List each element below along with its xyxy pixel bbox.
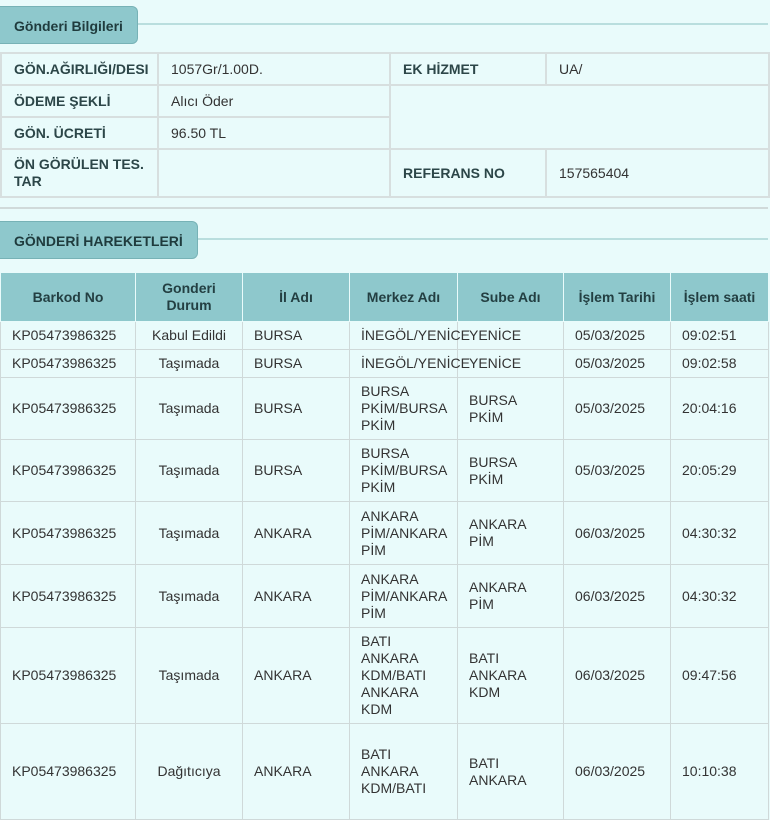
table-row (1, 322, 769, 350)
payment-value: Alıcı Öder (158, 85, 390, 117)
est-delivery-value (158, 149, 390, 197)
section-separator (0, 207, 768, 209)
table-row (1, 502, 769, 565)
center-cell: ANKARA PİM/ANKARA PİM (350, 502, 458, 565)
city-cell: BURSA (243, 378, 350, 440)
reference-value: 157565404 (546, 149, 769, 197)
est-delivery-label-line1: ÖN GÖRÜLEN TES. (14, 156, 144, 172)
status-cell: Taşımada (136, 378, 243, 440)
date-cell: 05/03/2025 (564, 322, 671, 350)
barcode-cell: KP05473986325 (1, 565, 136, 628)
time-cell: 09:02:58 (671, 350, 769, 378)
col-header-center[interactable]: Merkez Adı (350, 273, 458, 322)
reference-label: REFERANS NO (390, 149, 546, 197)
date-cell: 06/03/2025 (564, 628, 671, 724)
time-cell: 20:04:16 (671, 378, 769, 440)
empty-cell (390, 85, 769, 149)
date-cell: 06/03/2025 (564, 565, 671, 628)
est-delivery-label-line2: TAR (14, 173, 42, 189)
center-cell: BURSA PKİM/BURSA PKİM (350, 440, 458, 502)
shipment-info-header (0, 6, 768, 44)
center-cell: ANKARA PİM/ANKARA PİM (350, 565, 458, 628)
branch-cell: BATI ANKARA KDM (458, 628, 564, 724)
city-cell: ANKARA (243, 628, 350, 724)
time-cell: 10:10:38 (671, 724, 769, 820)
city-cell: BURSA (243, 440, 350, 502)
movements-table (0, 272, 769, 820)
col-header-barcode[interactable]: Barkod No (1, 273, 136, 322)
branch-cell: ANKARA PİM (458, 502, 564, 565)
center-cell: İNEGÖL/YENİCE (350, 322, 458, 350)
fee-value: 96.50 TL (158, 117, 390, 149)
city-cell: ANKARA (243, 724, 350, 820)
col-header-city[interactable]: İl Adı (243, 273, 350, 322)
date-cell: 06/03/2025 (564, 502, 671, 565)
branch-cell: BATI ANKARA (458, 724, 564, 820)
shipment-info-table (0, 52, 770, 198)
status-cell: Taşımada (136, 502, 243, 565)
table-row (1, 724, 769, 820)
time-cell: 09:47:56 (671, 628, 769, 724)
city-cell: BURSA (243, 322, 350, 350)
center-cell: BATI ANKARA KDM/BATI ANKARA KDM (350, 628, 458, 724)
time-cell: 04:30:32 (671, 565, 769, 628)
status-cell: Taşımada (136, 565, 243, 628)
status-cell: Dağıtıcıya (136, 724, 243, 820)
city-cell: ANKARA (243, 502, 350, 565)
table-row (1, 378, 769, 440)
city-cell: BURSA (243, 350, 350, 378)
extra-service-value: UA/ (546, 53, 769, 85)
status-cell: Taşımada (136, 350, 243, 378)
col-header-branch[interactable]: Sube Adı (458, 273, 564, 322)
shipment-info-title: Gönderi Bilgileri (0, 6, 138, 44)
barcode-cell: KP05473986325 (1, 724, 136, 820)
barcode-cell: KP05473986325 (1, 628, 136, 724)
time-cell: 04:30:32 (671, 502, 769, 565)
branch-cell: ANKARA PİM (458, 565, 564, 628)
time-cell: 20:05:29 (671, 440, 769, 502)
movements-title: GÖNDERİ HAREKETLERİ (0, 221, 198, 259)
status-cell: Taşımada (136, 440, 243, 502)
table-row (1, 628, 769, 724)
payment-label: ÖDEME ŞEKLİ (1, 85, 158, 117)
table-row (1, 350, 769, 378)
city-cell: ANKARA (243, 565, 350, 628)
branch-cell: BURSA PKİM (458, 440, 564, 502)
col-header-status[interactable]: Gonderi Durum (136, 273, 243, 322)
movements-header (0, 221, 768, 259)
table-row (1, 440, 769, 502)
date-cell: 05/03/2025 (564, 440, 671, 502)
center-cell: BATI ANKARA KDM/BATI (350, 724, 458, 820)
branch-cell: YENİCE (458, 322, 564, 350)
time-cell: 09:02:51 (671, 322, 769, 350)
weight-value: 1057Gr/1.00D. (158, 53, 390, 85)
table-row (1, 565, 769, 628)
barcode-cell: KP05473986325 (1, 322, 136, 350)
col-header-time[interactable]: İşlem saati (671, 273, 769, 322)
fee-label: GÖN. ÜCRETİ (1, 117, 158, 149)
barcode-cell: KP05473986325 (1, 440, 136, 502)
barcode-cell: KP05473986325 (1, 502, 136, 565)
status-cell: Kabul Edildi (136, 322, 243, 350)
weight-label: GÖN.AĞIRLIĞI/DESI (1, 53, 158, 85)
est-delivery-label (1, 149, 158, 197)
barcode-cell: KP05473986325 (1, 350, 136, 378)
center-cell: BURSA PKİM/BURSA PKİM (350, 378, 458, 440)
extra-service-label: EK HİZMET (390, 53, 546, 85)
date-cell: 05/03/2025 (564, 378, 671, 440)
branch-cell: YENİCE (458, 350, 564, 378)
date-cell: 06/03/2025 (564, 724, 671, 820)
barcode-cell: KP05473986325 (1, 378, 136, 440)
center-cell: İNEGÖL/YENİCE (350, 350, 458, 378)
col-header-date[interactable]: İşlem Tarihi (564, 273, 671, 322)
branch-cell: BURSA PKİM (458, 378, 564, 440)
date-cell: 05/03/2025 (564, 350, 671, 378)
status-cell: Taşımada (136, 628, 243, 724)
